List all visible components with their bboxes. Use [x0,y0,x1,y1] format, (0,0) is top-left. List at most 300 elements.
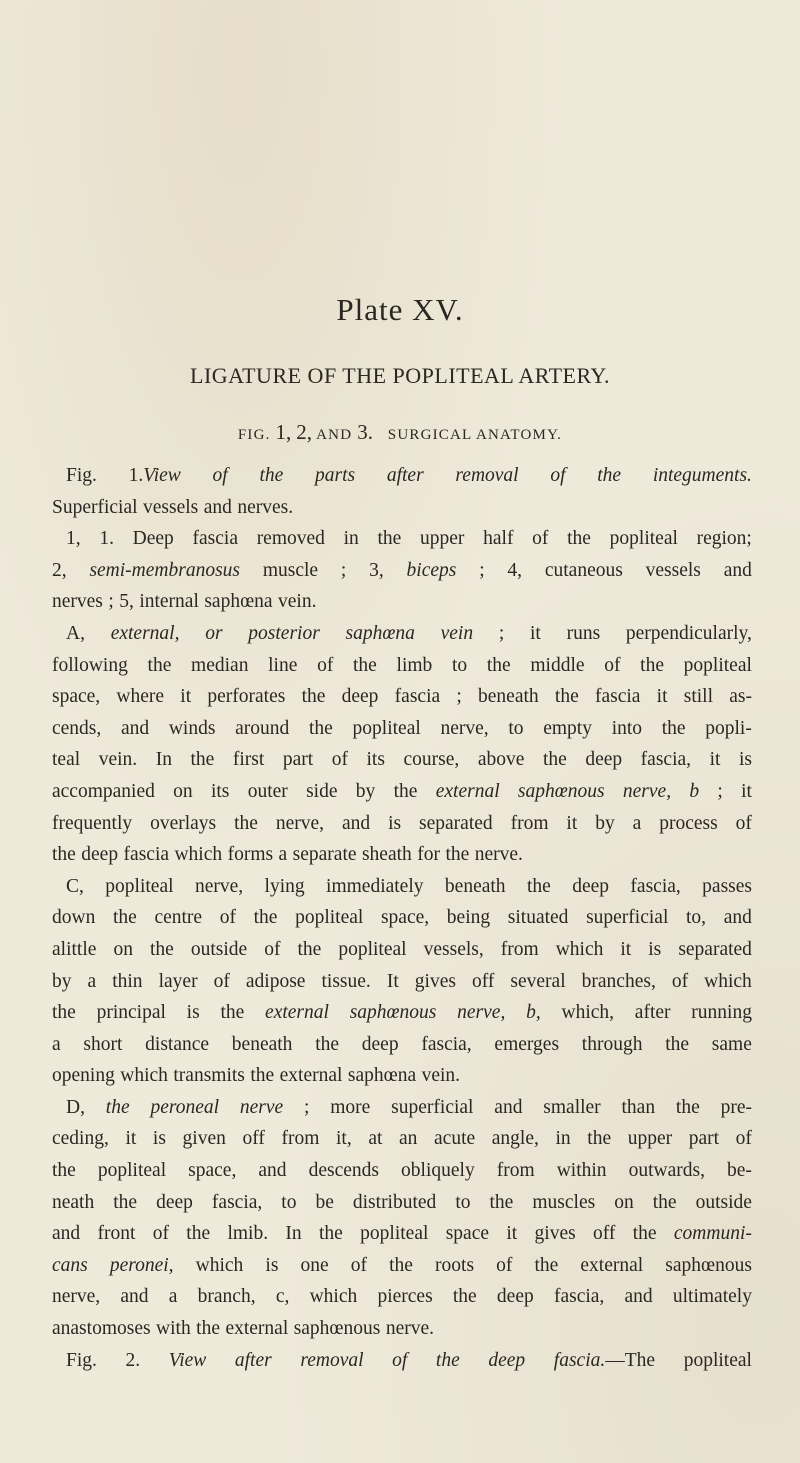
word: gives [414,970,456,992]
word: space, [52,686,101,708]
word: Deep [132,528,174,550]
word: region; [696,528,752,550]
word: popliteal [352,717,421,739]
word: nerve, [194,875,244,897]
word: integuments. [652,465,752,486]
word: saphœnous [517,780,605,802]
word: after [386,465,424,486]
word: following [52,654,128,676]
word: the [640,654,664,676]
word: and [120,717,150,739]
word: ; [340,559,347,581]
word: Fig. [66,1349,97,1371]
word: ; [304,1096,310,1118]
word: separate [292,844,357,866]
word: outside [190,938,248,960]
figure-number-3: 3. [357,420,373,444]
word: a [87,970,97,992]
word: smaller [543,1096,601,1118]
word: pierces [377,1286,433,1308]
word: peroneal [150,1096,220,1118]
word: parts [315,465,356,486]
word: line [268,654,298,676]
text-line [52,523,752,555]
word: deep [496,1286,534,1308]
word: is [738,749,752,771]
word: the [632,1223,657,1245]
word: tissue. [321,970,371,992]
text-line [52,934,752,966]
word: popli- [705,717,752,739]
word: given [182,1128,226,1150]
text-line [52,1250,752,1282]
word: the [661,717,686,739]
word: the [319,1223,343,1245]
word: 1, [66,528,81,550]
word: the [301,686,326,708]
word: middle [530,654,585,676]
word: on [173,780,193,802]
word: transmits [173,1065,245,1087]
word: saphœnous [293,1318,381,1340]
word: the [665,1033,690,1055]
word: deep [572,875,610,897]
word: same [711,1033,752,1055]
word: the [52,844,76,866]
word: it [506,1223,518,1245]
word: situated [507,907,569,929]
word: upper [420,528,465,550]
word: the [534,1254,559,1276]
word: the [297,938,322,960]
word: ceding, [52,1128,109,1150]
word: part [688,1128,720,1150]
word: by [355,780,376,802]
word: which, [561,1002,615,1024]
word: the [435,1349,460,1371]
word: A, [66,622,85,644]
word: vessels [143,496,199,518]
word: nerve. [385,1318,434,1340]
word: the [112,907,137,929]
word: b, [526,1002,541,1024]
word: in [555,1128,571,1150]
word: neath [52,1191,95,1213]
word: of [532,528,549,550]
text-line [52,618,752,650]
figure-and: AND [316,427,353,443]
word: the [149,938,174,960]
word: nerves. [237,496,294,518]
word: winds [168,717,216,739]
word: the [542,749,567,771]
text-line [52,1060,752,1092]
word: fascia, [630,875,681,897]
word: as- [729,686,752,708]
word: of [735,812,752,834]
word: centre [154,907,203,929]
word: outer [247,780,288,802]
word: removed [256,528,325,550]
word: 3, [369,559,384,581]
word: of [735,1128,752,1150]
word: be- [727,1160,752,1182]
word: which [195,1254,244,1276]
figure-subject: SURGICAL ANATOMY. [387,427,563,443]
word: after [234,1349,272,1371]
word: the [353,654,377,676]
word: the [554,686,579,708]
word: nerve. [474,844,523,866]
word: beneath [478,686,539,708]
word: for [417,844,440,866]
word: deep [156,1191,193,1213]
word: space, [380,907,430,929]
word: from [500,938,539,960]
word: more [330,1096,371,1118]
word: vein. [98,749,138,771]
word: on [614,1191,634,1213]
word: the [597,465,622,486]
text-line [52,871,752,903]
word: or [205,622,223,644]
word: it, [336,1128,352,1150]
word: outside [695,1191,752,1213]
word: beneath [231,1033,293,1055]
word: the [253,907,278,929]
word: of [331,749,348,771]
word: after [634,1002,671,1024]
text-line [52,744,752,776]
word: it [620,938,632,960]
word: runs [566,622,601,644]
word: external [265,1002,329,1024]
word: It [386,970,399,992]
word: half [483,528,514,550]
word: within [556,1160,607,1182]
word: of [496,1254,513,1276]
word: vessels [645,559,701,581]
word: thin [112,970,143,992]
word: saphœnous [349,1002,437,1024]
word: fascia [594,686,641,708]
word: off [471,970,495,992]
text-line [52,650,752,682]
word: teal [52,749,81,771]
word: forms [227,844,274,866]
word: off [593,1223,616,1245]
word: muscles [532,1191,596,1213]
word: separated [419,812,493,834]
word: deep [585,749,623,771]
word: b [689,780,700,802]
word: front [97,1223,136,1245]
word: and [258,1160,287,1182]
word: pre- [720,1096,752,1118]
word: communi- [673,1223,752,1245]
word: the [486,654,511,676]
word: acute [434,1128,476,1150]
word: which [704,970,752,992]
word: the [393,780,418,802]
word: the [186,1223,211,1245]
word: 2. [125,1349,141,1371]
word: immediately [326,875,424,897]
text-line [52,1155,752,1187]
word: fascia [192,528,238,550]
word: it [530,622,541,644]
word: gives [534,1223,576,1245]
word: saphœna [204,591,273,613]
word: a [632,812,642,834]
word: Superficial [52,496,138,518]
word: is [388,812,402,834]
text-line [52,586,752,618]
word: by [595,812,615,834]
word: C, [66,875,84,897]
word: a [52,1033,61,1055]
word: external [580,1254,644,1276]
word: part [282,749,314,771]
word: fascia.—The [553,1349,656,1371]
word: the [259,465,284,486]
word: which [174,844,223,866]
word: the [652,1191,677,1213]
text-line [52,1187,752,1219]
word: nerve, [52,1286,101,1308]
word: the [220,1002,245,1024]
word: fascia [123,844,170,866]
word: layer [158,970,198,992]
word: 5, [119,591,134,613]
word: distributed [352,1191,437,1213]
word: ; [456,686,462,708]
word: is [648,938,662,960]
word: the [52,1160,76,1182]
word: of [219,907,236,929]
word: popliteal [105,875,174,897]
word: of [550,465,566,486]
word: limb [396,654,433,676]
word: being [446,907,491,929]
word: which [120,1065,168,1087]
word: cans [52,1254,88,1276]
section-title: LIGATURE OF THE POPLITEAL ARTERY. [190,363,610,388]
word: internal [139,591,199,613]
word: and [120,1286,149,1308]
word: and [723,559,752,581]
word: separated [678,938,752,960]
word: the [587,1128,612,1150]
word: from [510,812,549,834]
word: into [611,717,643,739]
word: removal [455,465,519,486]
word: of [392,1349,408,1371]
word: beneath [444,875,506,897]
word: nerve, [440,717,489,739]
word: be [315,1191,334,1213]
word: superficial [586,907,669,929]
word: the [452,1286,477,1308]
word: is [186,1002,200,1024]
word: lying [264,875,305,897]
word: the [309,717,333,739]
text-line [52,681,752,713]
figure-number-1: 1, [275,420,292,444]
word: nerve, [622,780,672,802]
word: overlays [150,812,217,834]
text-line [52,1092,752,1124]
word: of [152,1223,169,1245]
word: deep [488,1349,526,1371]
word: to [455,1191,471,1213]
word: of [264,938,281,960]
word: with [156,1318,191,1340]
word: perpendicularly, [625,622,752,644]
word: median [191,654,249,676]
word: of [317,654,334,676]
word: vein [440,622,474,644]
word: running [691,1002,752,1024]
word: fascia, [640,749,692,771]
word: ; [108,591,114,613]
word: one [300,1254,329,1276]
word: on [113,938,133,960]
word: is [152,1128,166,1150]
word: a [278,844,288,866]
word: of [350,1254,368,1276]
word: still [683,686,714,708]
word: Fig. [66,465,97,486]
word: obliquely [401,1160,475,1182]
word: deep [81,844,119,866]
body-text [52,460,752,1376]
word: opening [52,1065,115,1087]
word: off [242,1128,265,1150]
word: saphœnous [665,1254,752,1276]
word: nerve, [275,812,325,834]
word: the [445,844,470,866]
word: cends, [52,717,102,739]
text-line [52,839,752,871]
word: its [366,749,385,771]
word: ; [479,559,485,581]
text-line [52,1123,752,1155]
word: to [281,1191,297,1213]
word: removal [300,1349,364,1371]
word: it [656,686,668,708]
word: external [225,1318,289,1340]
word: it [566,812,578,834]
word: and [624,1286,653,1308]
word: angle, [491,1128,539,1150]
word: to [451,654,468,676]
word: saphœna [345,622,415,644]
word: space [445,1223,490,1245]
word: to, [686,907,707,929]
word: popliteal [683,1349,752,1371]
word: passes [702,875,752,897]
word: the [567,528,591,550]
word: 2, [52,559,67,581]
text-line [52,1281,752,1313]
word: empty [543,717,592,739]
word: c, [275,1286,290,1308]
word: 4, [507,559,523,581]
word: nerve [239,1096,284,1118]
word: upper [627,1128,673,1150]
word: nerve, [457,1002,506,1024]
word: saphœna [347,1065,417,1087]
word: the [196,1318,220,1340]
word: of [212,465,228,486]
word: lmib. [227,1223,269,1245]
plate-title: Plate XV. [336,292,464,327]
word: descends [308,1160,379,1182]
word: D, [66,1096,85,1118]
word: popliteal [97,1160,167,1182]
word: vein. [421,1065,461,1087]
word: and [341,812,371,834]
word: 1. [99,528,114,550]
word: alittle [52,938,97,960]
word: space, [188,1160,237,1182]
word: roots [435,1254,475,1276]
word: superficial [391,1096,474,1118]
word: principal [96,1002,166,1024]
word: and [203,496,232,518]
word: from [281,1128,320,1150]
word: of [604,654,621,676]
word: an [399,1128,418,1150]
word: the [105,1096,130,1118]
word: peronei, [109,1254,174,1276]
word: at [368,1128,383,1150]
word: through [581,1033,643,1055]
word: branch, [197,1286,256,1308]
word: side [306,780,338,802]
word: outwards, [628,1160,705,1182]
word: by [52,970,72,992]
word: and [494,1096,523,1118]
word: several [510,970,566,992]
word: short [83,1033,123,1055]
text-line [52,997,752,1029]
word: which [555,938,604,960]
word: vein. [278,591,317,613]
word: down [52,907,96,929]
word: fascia, [211,1191,263,1213]
word: deep [361,1033,399,1055]
word: around [235,717,290,739]
word: from [496,1160,535,1182]
word: View [168,1349,207,1371]
word: the [489,1191,514,1213]
word: ultimately [672,1286,752,1308]
word: branches, [581,970,656,992]
figure-subtitle [0,420,800,445]
word: anastomoses [52,1318,151,1340]
word: course, [403,749,460,771]
word: cutaneous [544,559,623,581]
text-line [52,902,752,934]
word: of [671,970,689,992]
word: fascia, [553,1286,605,1308]
word: In [155,749,172,771]
text-line [52,492,752,524]
figure-number-2: 2, [296,420,312,444]
text-line [52,808,752,840]
